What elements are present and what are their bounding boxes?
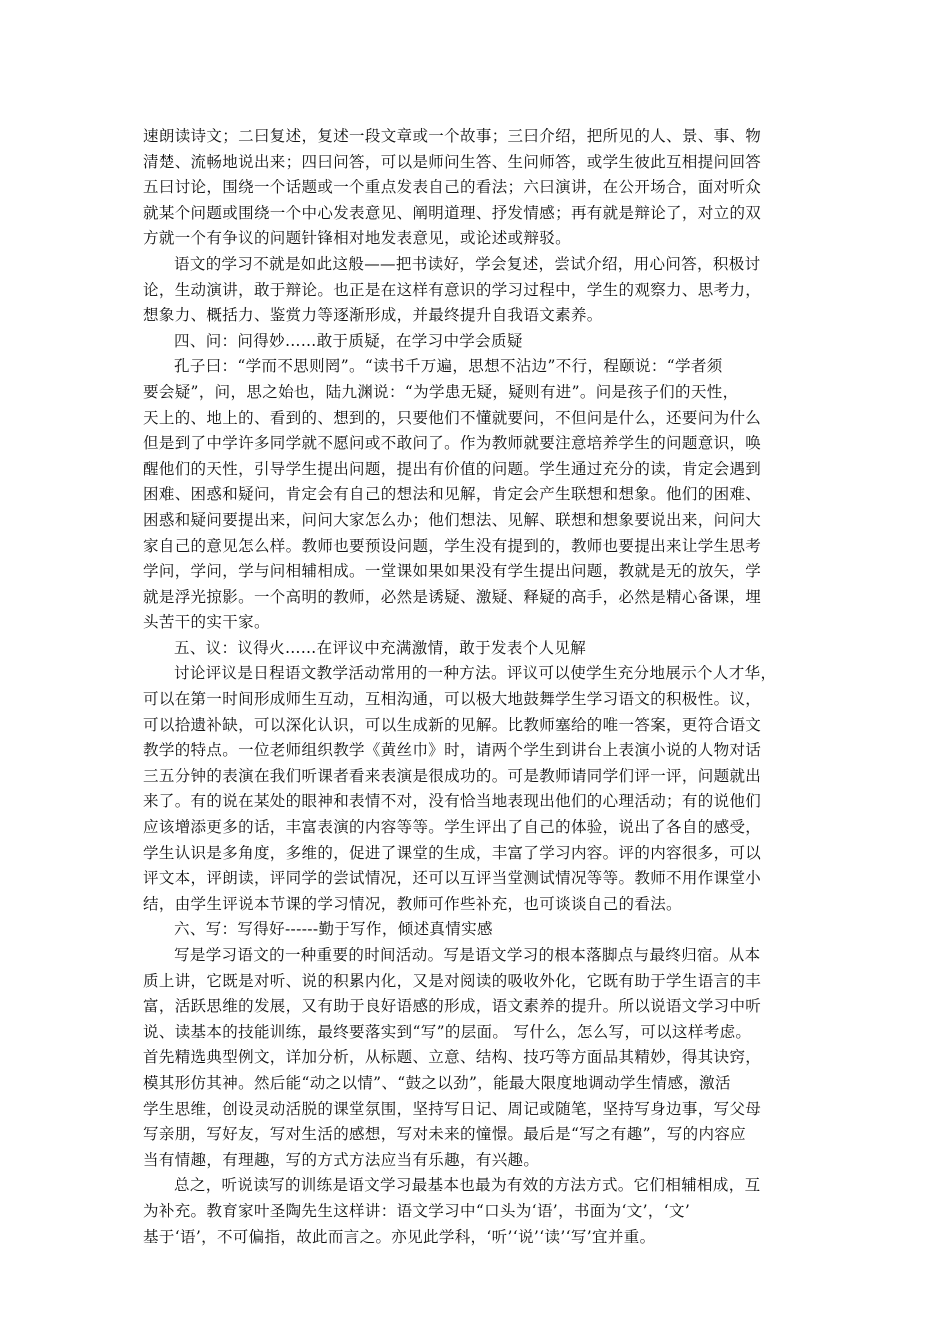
- text-line: 要会疑”，问，思之始也，陆九渊说：“为学患无疑，疑则有进”。问是孩子们的天性，: [143, 382, 739, 401]
- paragraph: [143, 661, 813, 917]
- text-line: 当有情趣，有理趣，写的方式方法应当有乐趣，有兴趣。: [143, 1150, 540, 1169]
- text-line: 写亲朋，写好友，写对生活的感想，写对未来的憧憬。最后是“写之有趣”，写的内容应: [143, 1125, 747, 1144]
- text-line: 头苦干的实干家。: [143, 613, 270, 632]
- paragraph: [143, 636, 813, 662]
- paragraph: [143, 354, 813, 636]
- paragraph: [143, 943, 813, 1173]
- text-line: 三五分钟的表演在我们听课者看来表演是很成功的。可是教师请同学们评一评，问题就出: [143, 766, 762, 785]
- text-line: 四、问：问得妙……敢于质疑，在学习中学会质疑: [174, 331, 523, 350]
- text-line: 语文的学习不就是如此这般——把书读好，学会复述，尝试介绍，用心问答，积极讨: [174, 254, 761, 273]
- text-line: 醒他们的天性，引导学生提出问题，提出有价值的问题。学生通过充分的读，肯定会遇到: [143, 459, 762, 478]
- text-line: 六、写：写得好------勤于写作，倾述真情实感: [174, 920, 493, 939]
- text-line: 富，活跃思维的发展，又有助于良好语感的形成，语文素养的提升。所以说语文学习中听: [143, 997, 762, 1016]
- text-line: 首先精选典型例文，详加分析，从标题、立意、结构、技巧等方面品其精妙，得其诀窍，: [143, 1048, 762, 1067]
- text-line: 学生认识是多角度，多维的，促进了课堂的生成，丰富了学习内容。评的内容很多，可以: [143, 843, 762, 862]
- text-line: 总之，听说读写的训练是语文学习最基本也最为有效的方法方式。它们相辅相成，互: [174, 1176, 761, 1195]
- text-line: 评文本，评朗读，评同学的尝试情况，还可以互评当堂测试情况等等。教师不用作课堂小: [143, 869, 762, 888]
- paragraph: [143, 1173, 813, 1250]
- text-line: 说、读基本的技能训练，最终要落实到“写”的层面。 写什么，怎么写，可以这样考虑。: [143, 1022, 752, 1041]
- text-line: 困惑和疑问要提出来，问问大家怎么办；他们想法、见解、联想和想象要说出来，问问大: [143, 510, 762, 529]
- text-line: 论，生动演讲，敢于辩论。也正是在这样有意识的学习过程中，学生的观察力、思考力，: [143, 280, 762, 299]
- text-line: 家自己的意见怎么样。教师也要预设问题，学生没有提到的，教师也要提出来让学生思考: [143, 536, 762, 555]
- text-line: 五、议：议得火……在评议中充满激情，敢于发表个人见解: [174, 638, 587, 657]
- text-line: 清楚、流畅地说出来；四曰问答，可以是师问生答、生问师答，或学生彼此互相提问回答: [143, 152, 762, 171]
- text-line: 方就一个有争议的问题针锋相对地发表意见，或论述或辩驳。: [143, 229, 571, 248]
- text-line: 速朗读诗文；二曰复述，复述一段文章或一个故事；三曰介绍，把所见的人、景、事、物: [143, 127, 762, 145]
- text-line: 困难、困惑和疑问，肯定会有自己的想法和见解，肯定会产生联想和想象。他们的困难、: [143, 485, 762, 504]
- text-line: 为补充。教育家叶圣陶先生这样讲：语文学习中“口头为‘语’，书面为‘文’，‘文’: [143, 1201, 691, 1220]
- text-line: 学生思维，创设灵动活脱的课堂氛围，坚持写日记、周记或随笔，坚持写身边事，写父母: [143, 1099, 762, 1118]
- text-line: 基于‘语’，不可偏指，故此而言之。亦见此学科，‘听’‘说’‘读’‘写’宜并重。: [143, 1227, 656, 1246]
- text-line: 质上讲，它既是对听、说的积累内化，又是对阅读的吸收外化，它既有助于学生语言的丰: [143, 971, 762, 990]
- text-line: 天上的、地上的、看到的、想到的，只要他们不懂就要问，不但问是什么，还要问为什么: [143, 408, 762, 427]
- text-line: 就某个问题或围绕一个中心发表意见、阐明道理、抒发情感；再有就是辩论了，对立的双: [143, 203, 762, 222]
- text-line: 想象力、概括力、鉴赏力等逐渐形成，并最终提升自我语文素养。: [143, 306, 603, 325]
- document-body: [143, 124, 813, 1250]
- text-line: 就是浮光掠影。一个高明的教师，必然是诱疑、激疑、释疑的高手，必然是精心备课，埋: [143, 587, 762, 606]
- text-line: 写是学习语文的一种重要的时间活动。写是语文学习的根本落脚点与最终归宿。从本: [174, 946, 761, 964]
- text-line: 孔子曰：“学而不思则罔”。“读书千万遍，思想不沾边”不行，程颐说：“学者须: [174, 357, 723, 376]
- text-line: 教学的特点。一位老师组织教学《黄丝巾》时，请两个学生到讲台上表演小说的人物对话: [143, 741, 762, 760]
- text-line: 但是到了中学许多同学就不愿问或不敢问了。作为教师就要注意培养学生的问题意识，唤: [143, 434, 762, 453]
- text-line: 应该增添更多的话，丰富表演的内容等等。学生评出了自己的体验，说出了各自的感受，: [143, 818, 762, 837]
- text-line: 来了。有的说在某处的眼神和表情不对，没有恰当地表现出他们的心理活动；有的说他们: [143, 792, 762, 811]
- paragraph: [143, 917, 813, 943]
- text-line: 五曰讨论，围绕一个话题或一个重点发表自己的看法；六曰演讲，在公开场合，面对听众: [143, 178, 762, 197]
- paragraph: [143, 252, 813, 329]
- text-line: 讨论评议是日程语文教学活动常用的一种方法。评议可以使学生充分地展示个人才华，: [174, 664, 777, 683]
- text-line: 学问，学问，学与问相辅相成。一堂课如果如果没有学生提出问题，教就是无的放矢，学: [143, 562, 762, 581]
- text-line: 模其形仿其神。然后能“动之以情”、“鼓之以劲”，能最大限度地调动学生情感，激活: [143, 1073, 731, 1092]
- paragraph: [143, 329, 813, 355]
- text-line: 结，由学生评说本节课的学习情况，教师可作些补充，也可谈谈自己的看法。: [143, 894, 682, 913]
- text-line: 可以拾遗补缺，可以深化认识，可以生成新的见解。比教师塞给的唯一答案，更符合语文: [143, 715, 762, 734]
- paragraph: [143, 124, 813, 252]
- text-line: 可以在第一时间形成师生互动，互相沟通，可以极大地鼓舞学生学习语文的积极性。议，: [143, 690, 762, 709]
